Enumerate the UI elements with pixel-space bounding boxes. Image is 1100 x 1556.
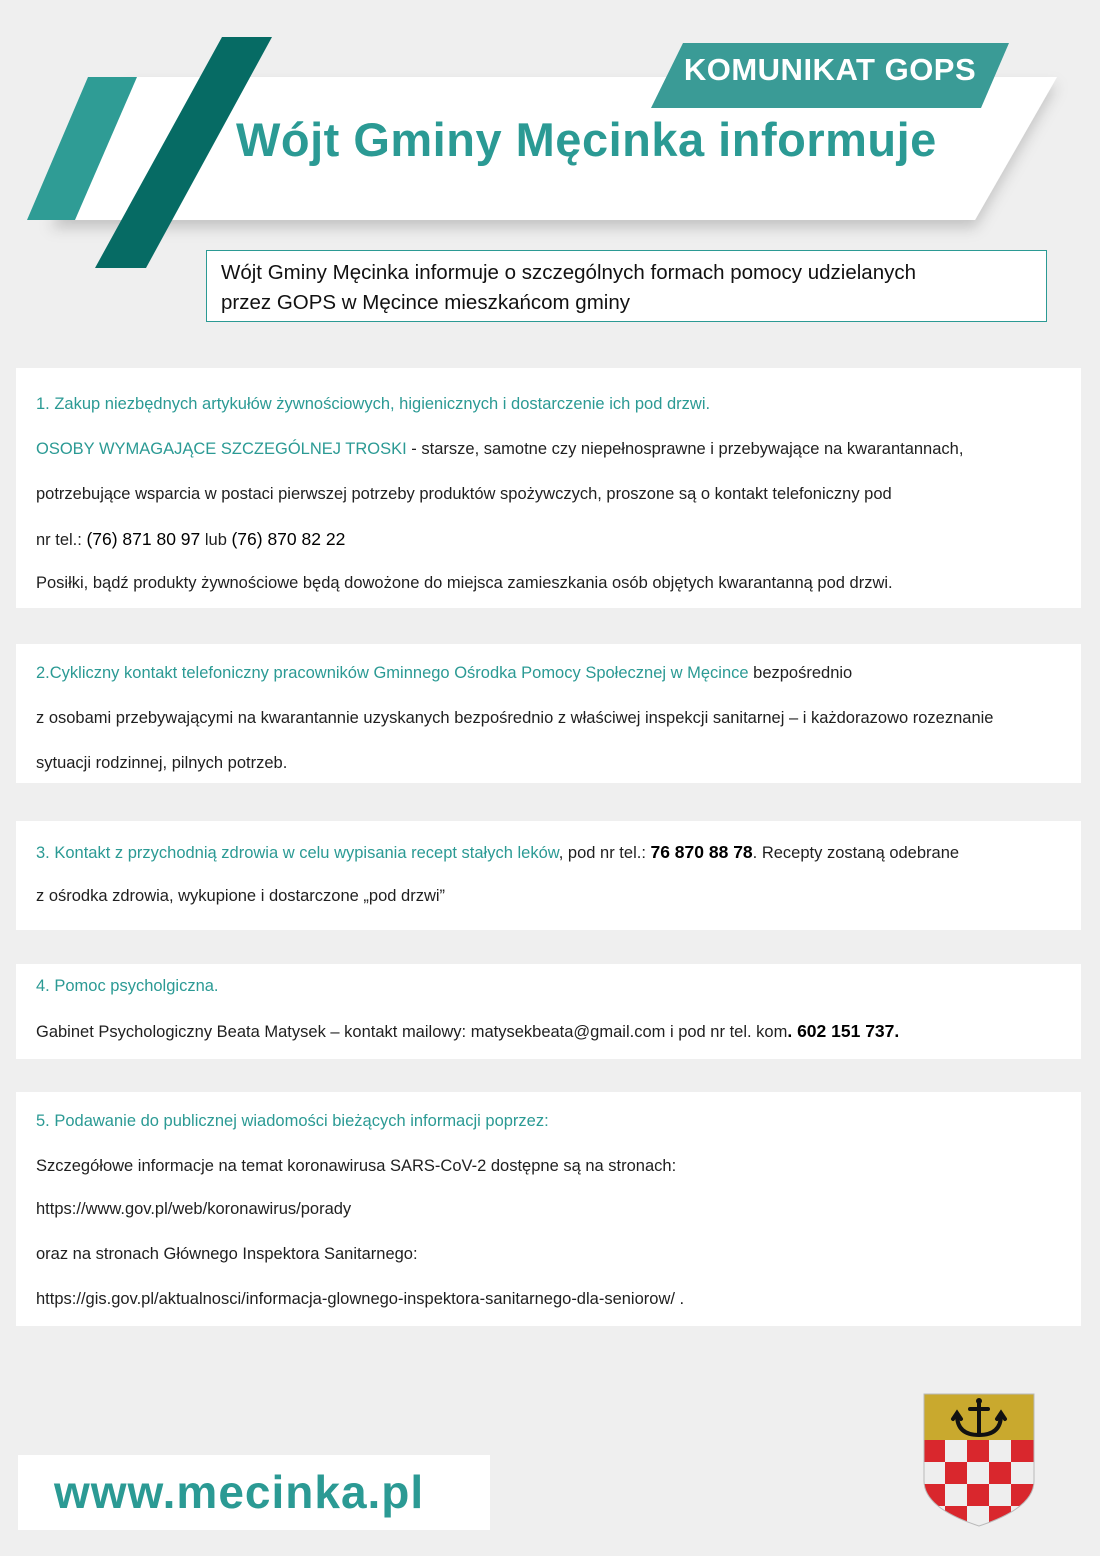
- intro-line-1: Wójt Gminy Męcinka informuje o szczególnych formach pomocy udzielanych: [221, 261, 916, 284]
- section-1-phones: [36, 529, 345, 550]
- section-2-heading: 2.Cykliczny kontakt telefoniczny pracowników Gminnego Ośrodka Pomocy Społecznej w Męcince: [36, 664, 749, 682]
- section-2-line-3: sytuacji rodzinnej, pilnych potrzeb.: [36, 754, 288, 772]
- section-5-line-1: Szczegółowe informacje na temat koronawirusa SARS-CoV-2 dostępne są na stronach:: [36, 1157, 677, 1175]
- intro-line-2: przez GOPS w Męcince mieszkańcom gminy: [221, 291, 630, 314]
- section-3-line-1: [36, 842, 959, 863]
- section-4-heading: 4. Pomoc psycholgiczna.: [36, 977, 219, 995]
- section-1-panel: [16, 368, 1081, 608]
- section-2-panel: [16, 644, 1081, 783]
- phone-or: lub: [200, 531, 232, 549]
- website-box: [18, 1455, 490, 1530]
- coat-of-arms-icon: [923, 1393, 1035, 1527]
- section-5-heading: 5. Podawanie do publicznej wiadomości bieżących informacji poprzez:: [36, 1112, 549, 1130]
- section-1-line-4: Posiłki, bądź produkty żywnościowe będą dowożone do miejsca zamieszkania osób objętych kwarantanną pod drzwi.: [36, 574, 893, 592]
- website-link[interactable]: www.mecinka.pl: [54, 1466, 425, 1518]
- phone-number-1: (76) 871 80 97: [86, 529, 201, 549]
- clinic-phone-number: 76 870 88 78: [650, 842, 753, 862]
- intro-box: [206, 250, 1047, 322]
- section-1-line-2: potrzebujące wsparcia w postaci pierwszej potrzeby produktów spożywczych, proszone są o kontakt telefoniczny pod: [36, 485, 892, 503]
- section-4-line-1: [36, 1021, 899, 1042]
- section-1-heading: 1. Zakup niezbędnych artykułów żywnościowych, higienicznych i dostarczenie ich pod drzwi.: [36, 395, 711, 413]
- section-2-line-2: z osobami przebywającymi na kwarantannie uzyskanych bezpośrednio z właściwej inspekcji sanitarnej – i każdorazowo rozeznanie: [36, 709, 994, 727]
- page-title: Wójt Gminy Męcinka informuje: [236, 113, 937, 166]
- section-5-line-3: oraz na stronach Głównego Inspektora Sanitarnego:: [36, 1245, 418, 1263]
- psychologist-contact: Gabinet Psychologiczny Beata Matysek – kontakt mailowy: matysekbeata@gmail.com i pod nr tel. kom: [36, 1023, 788, 1041]
- section-3-heading: 3. Kontakt z przychodnią zdrowia w celu wypisania recept stałych leków: [36, 844, 559, 862]
- section-3-line-2: z ośrodka zdrowia, wykupione i dostarczone „pod drzwi”: [36, 887, 446, 905]
- section-2-line-1: [36, 664, 852, 683]
- section-3-phone-prefix: , pod nr tel.:: [558, 844, 651, 862]
- gov-link[interactable]: https://www.gov.pl/web/koronawirus/porady: [36, 1200, 352, 1218]
- section-1-line-1: [36, 440, 963, 459]
- section-4-panel: [16, 964, 1081, 1059]
- target-group-desc: - starsze, samotne czy niepełnosprawne i przebywające na kwarantannach,: [406, 440, 964, 458]
- section-2-heading-rest: bezpośrednio: [748, 664, 853, 682]
- phone-number-2: (76) 870 82 22: [231, 529, 346, 549]
- phone-prefix: nr tel.:: [36, 531, 87, 549]
- section-3-panel: [16, 821, 1081, 930]
- target-group-label: OSOBY WYMAGAJĄCE SZCZEGÓLNEJ TROSKI: [36, 440, 407, 458]
- section-5-panel: [16, 1092, 1081, 1326]
- badge-komunikat: KOMUNIKAT GOPS: [683, 52, 977, 87]
- section-3-line-1-rest: . Recepty zostaną odebrane: [752, 844, 960, 862]
- psychologist-phone: . 602 151 737.: [787, 1021, 900, 1041]
- gis-link[interactable]: https://gis.gov.pl/aktualnosci/informacja-glownego-inspektora-sanitarnego-dla-seniorow/ .: [36, 1290, 685, 1308]
